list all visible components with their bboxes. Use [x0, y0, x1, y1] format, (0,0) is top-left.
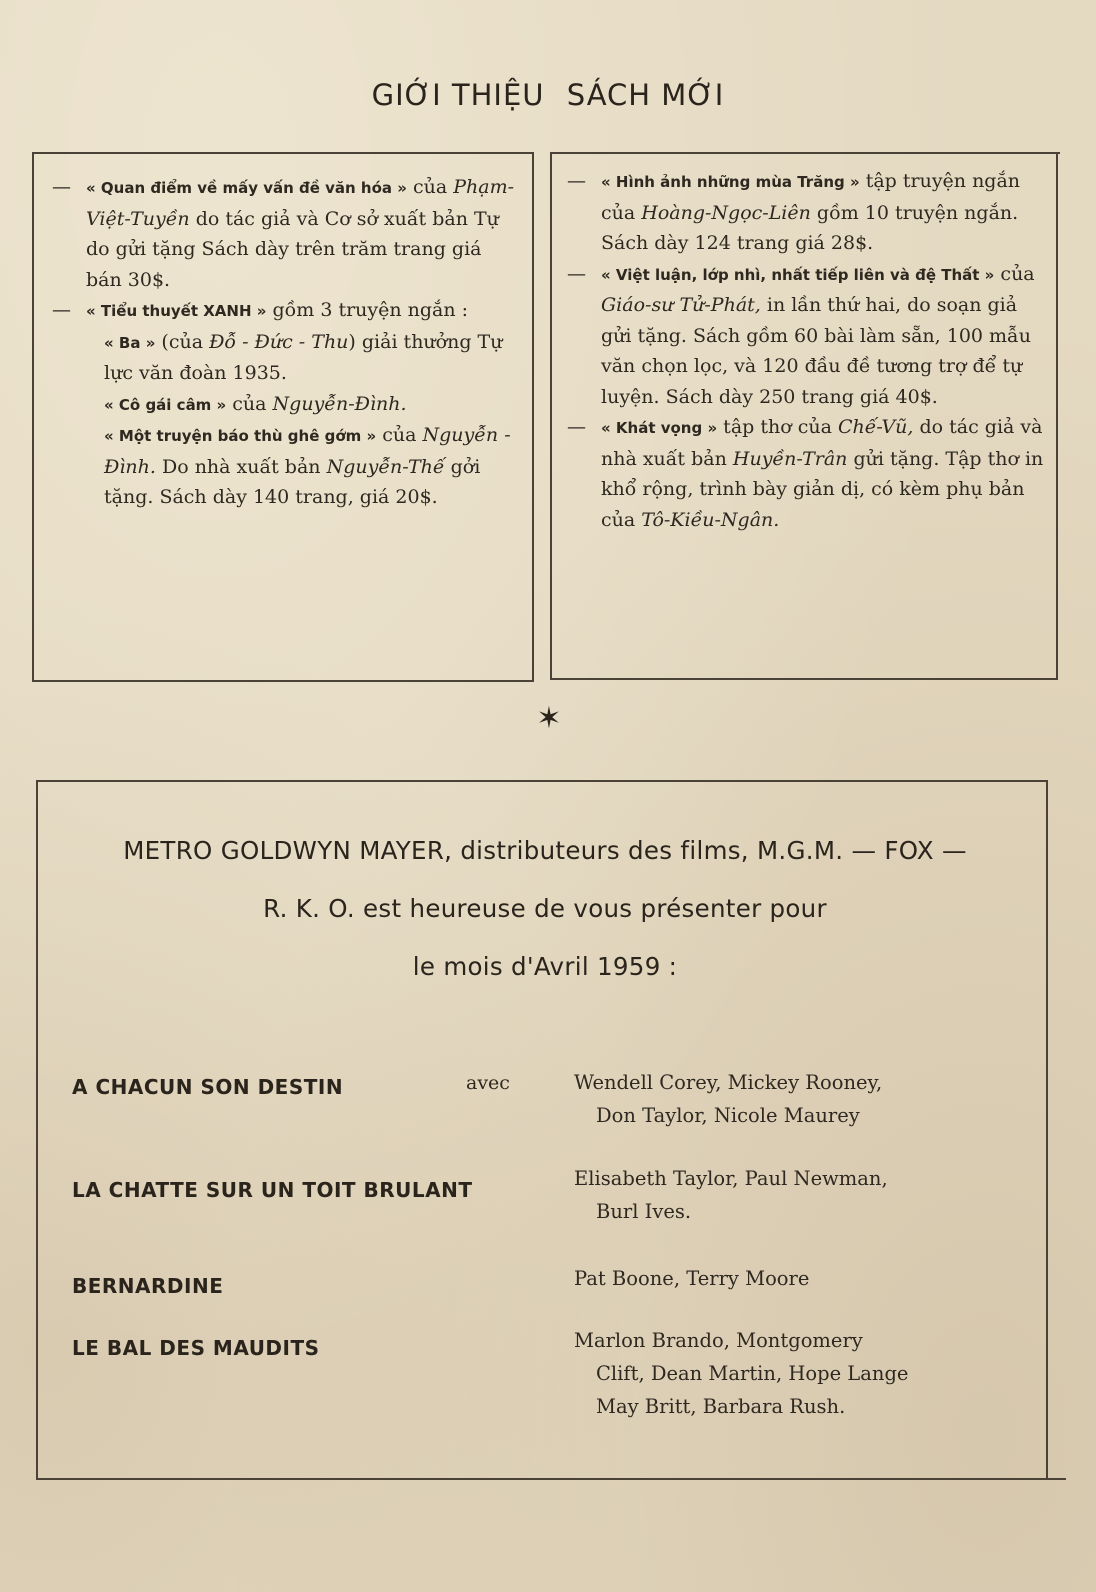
entry-text: (của	[155, 330, 210, 353]
book-title: « Ba »	[104, 333, 156, 352]
entry-dash: —	[52, 176, 71, 198]
entry-text: gồm 10 truyện ngắn. Sách dày 124 trang giá 28$.	[601, 201, 1019, 254]
book-author: Nguyễn-Đình.	[272, 392, 407, 415]
entry-text: của	[376, 424, 423, 446]
film-title: LE BAL DES MAUDITS	[72, 1336, 320, 1360]
cast-line: Elisabeth Taylor, Paul Newman,	[574, 1167, 888, 1190]
entry-dash: —	[567, 170, 586, 192]
film-box-bottom-rule	[36, 1478, 1066, 1480]
entry-text: tập truyện ngắn của	[601, 170, 1021, 224]
book-title: « Cô gái câm »	[104, 395, 227, 414]
book-author: Giáo-sư Tử-Phát,	[601, 294, 761, 316]
entry-dash: —	[52, 299, 71, 321]
cast-line: Don Taylor, Nicole Maurey	[596, 1104, 860, 1127]
star-separator-icon: ✶	[536, 701, 562, 736]
entry-text: của	[994, 262, 1035, 285]
entry-text: gồm 3 truyện ngắn :	[266, 299, 469, 321]
cast-line: Marlon Brando, Montgomery	[574, 1329, 863, 1352]
film-cast	[574, 1262, 1044, 1295]
entry-dash: —	[567, 262, 586, 285]
book-author: Hoàng-Ngọc-Liên	[641, 201, 811, 224]
center-divider-rule	[532, 152, 534, 682]
book-author: Đỗ - Đức - Thu	[209, 330, 349, 353]
center-divider-rule-2	[550, 152, 552, 680]
film-title: BERNARDINE	[72, 1274, 224, 1298]
entry-text: do tác giả và nhà xuất bản	[601, 416, 1043, 470]
cast-line: Clift, Dean Martin, Hope Lange	[596, 1362, 909, 1385]
right-column-bottom-rule	[550, 678, 1058, 680]
book-entry	[52, 327, 522, 389]
entry-text: ) giải thưởng Tự lực văn đoàn 1935.	[104, 330, 503, 384]
film-box-top-rule	[36, 780, 1048, 782]
book-artist: Tô-Kiều-Ngân.	[641, 508, 780, 531]
film-cast	[574, 1162, 1044, 1228]
film-cast	[574, 1066, 1044, 1132]
heading-part-2: SÁCH MỚI	[566, 78, 725, 112]
book-entry	[52, 420, 522, 513]
film-cast	[574, 1324, 1044, 1423]
book-title: « Một truyện báo thù ghê gớm »	[104, 427, 377, 445]
film-title: A CHACUN SON DESTIN	[72, 1075, 344, 1099]
heading-part-1: GIỚI THIỆU	[371, 78, 545, 112]
cast-line: Pat Boone, Terry Moore	[574, 1267, 810, 1290]
book-author: Chế-Vũ,	[837, 416, 914, 438]
book-author: Phạm-Việt-Tuyền	[86, 176, 515, 230]
page-heading	[0, 78, 1096, 112]
entry-dash: —	[567, 416, 586, 438]
cast-line: Wendell Corey, Mickey Rooney,	[574, 1071, 883, 1094]
right-book-column	[567, 166, 1045, 535]
entry-text: gởi tặng. Sách dày 140 trang, giá 20$.	[104, 455, 481, 508]
left-column-top-rule	[32, 152, 534, 154]
cast-line: Burl Ives.	[596, 1200, 692, 1223]
book-entry	[52, 172, 522, 295]
book-title: « Hình ảnh những mùa Trăng »	[601, 173, 860, 191]
book-entry	[567, 259, 1045, 413]
book-author: Nguyễn - Đình.	[104, 424, 511, 478]
film-avec-label: avec	[466, 1072, 510, 1094]
entry-text: tập thơ của	[717, 416, 838, 438]
cast-line: May Britt, Barbara Rush.	[596, 1395, 846, 1418]
entry-text: của	[406, 176, 454, 198]
book-publisher: Nguyễn-Thế	[326, 455, 445, 478]
book-title: « Quan điểm về mấy vấn đề văn hóa »	[86, 179, 407, 197]
entry-text: gửi tặng. Tập thơ in khổ rộng, trình bày giản dị, có kèm phụ bản của	[601, 447, 1044, 531]
entry-text: in lần thứ hai, do soạn giả gửi tặng. Sách gồm 60 bài làm sẵn, 100 mẫu văn chọn lọc, và 120 đầu đề tương trợ để tự luyện. Sách dày 250 trang giá 40$.	[601, 294, 1031, 408]
book-title: « Tiểu thuyết XANH »	[86, 302, 267, 320]
entry-text: của	[226, 392, 273, 415]
left-book-column	[52, 172, 522, 513]
film-box-right-rule	[1046, 780, 1048, 1480]
film-box-left-rule	[36, 780, 38, 1480]
book-entry	[567, 412, 1045, 535]
book-title: « Việt luận, lớp nhì, nhất tiếp liên và đệ Thất »	[601, 265, 995, 284]
film-intro-line-1: METRO GOLDWYN MAYER, distributeurs des films, M.G.M. — FOX —	[123, 836, 967, 865]
book-entry	[567, 166, 1045, 259]
book-publisher: Huyền-Trân	[732, 447, 848, 470]
right-column-top-rule	[550, 152, 1060, 154]
film-intro-line-3: le mois d'Avril 1959 :	[412, 952, 678, 981]
left-column-bottom-rule	[32, 680, 534, 682]
left-column-left-rule	[32, 152, 34, 682]
entry-text: do tác giả và Cơ sở xuất bản Tự do gửi tặng Sách dày trên trăm trang giá bán 30$.	[86, 207, 499, 291]
right-column-right-rule	[1056, 152, 1058, 680]
book-entry	[52, 295, 522, 327]
book-entry	[52, 389, 522, 421]
book-title: « Khát vọng »	[601, 419, 718, 437]
film-intro-line-2: R. K. O. est heureuse de vous présenter pour	[263, 894, 827, 923]
entry-text: Do nhà xuất bản	[155, 455, 327, 478]
film-title: LA CHATTE SUR UN TOIT BRULANT	[72, 1178, 473, 1202]
